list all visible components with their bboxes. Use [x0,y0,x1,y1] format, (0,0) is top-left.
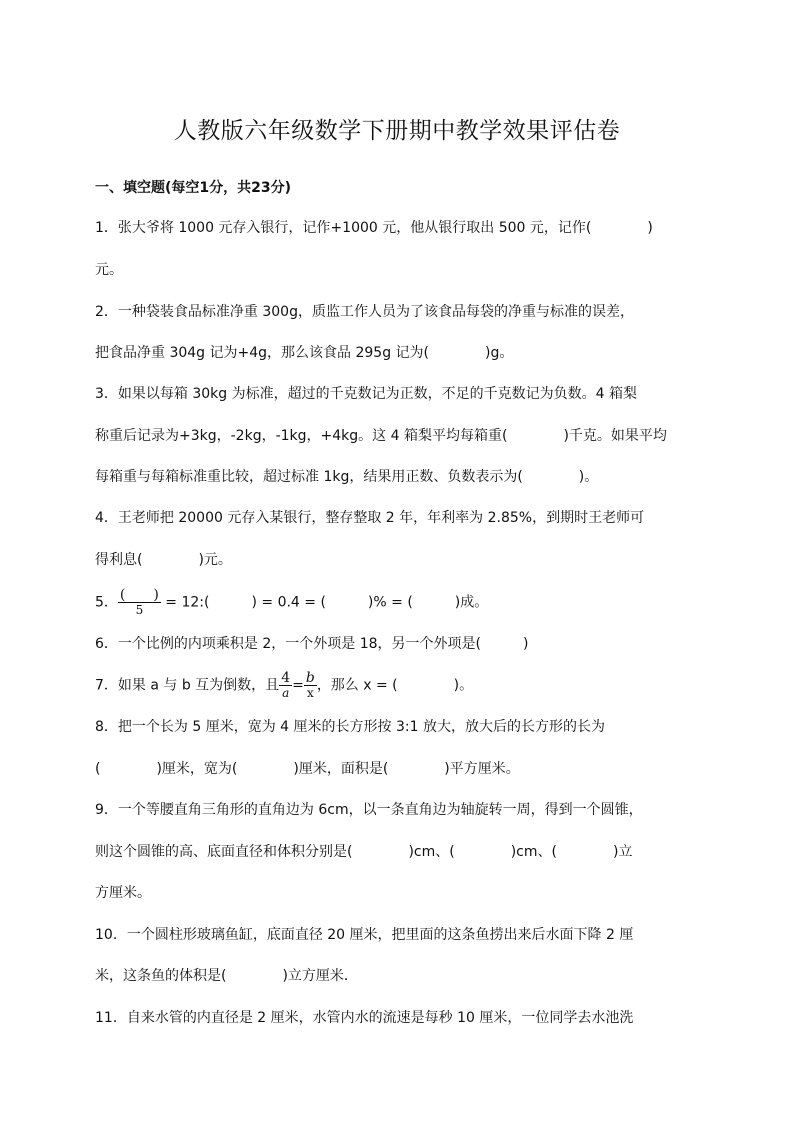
question-9-line-2: 则这个圆锥的高、底面直径和体积分别是( )cm、( )cm、( )立 [95,844,633,860]
question-7-fraction-1-denominator: a [282,686,290,700]
question-7 [95,671,473,700]
question-7-fraction-2 [304,671,317,700]
question-11-line-1: 11．自来水管的内直径是 2 厘米，水管内水的流速是每秒 10 厘米，一位同学去水池洗 [95,1010,634,1026]
question-2-line-1: 2．一种袋装食品标准净重 300g，质监工作人员为了该食品每袋的净重与标准的误差， [95,304,634,320]
question-7-fraction-2-numerator: b [305,670,315,686]
question-3-line-2: 称重后记录为+3kg，-2kg，-1kg，+4kg。这 4 箱梨平均每箱重( )千克。如果平均 [95,428,667,444]
question-5-fraction [118,588,161,617]
section-heading: 一、填空题(每空1分，共23分) [95,180,292,196]
question-7-fraction-1-numerator: 4 [281,670,291,686]
question-4-line-1: 4．王老师把 20000 元存入某银行，整存整取 2 年，年利率为 2.85%，到期时王老师可 [95,510,645,526]
question-7-fraction-1 [279,671,292,700]
question-8-line-2: ( )厘米，宽为( )厘米，面积是( )平方厘米。 [95,761,520,777]
question-3-line-3: 每箱重与每箱标准重比较，超过标准 1kg，结果用正数、负数表示为( )。 [95,469,599,485]
question-3-line-1: 3．如果以每箱 30kg 为标准，超过的千克数记为正数，不足的千克数记为负数。4 箱梨 [95,386,637,402]
question-9-line-1: 9．一个等腰直角三角形的直角边为 6cm，以一条直角边为轴旋转一周，得到一个圆锥， [95,802,643,818]
question-8-line-1: 8．把一个长为 5 厘米，宽为 4 厘米的长方形按 3:1 放大，放大后的长方形的长为 [95,719,605,735]
question-10-line-2: 米，这条鱼的体积是( )立方厘米． [95,968,358,984]
question-5-prefix: 5． [95,594,118,611]
question-4-line-2: 得利息( )元。 [95,552,232,568]
question-7-rest: ，那么 x = ( )。 [316,677,474,694]
question-1-line-1: 1．张大爷将 1000 元存入银行，记作+1000 元，他从银行取出 500 元，记作( ) [95,220,653,236]
question-7-prefix: 7．如果 a 与 b 互为倒数，且 [95,677,280,694]
question-5-fraction-denominator: 5 [135,603,144,617]
question-7-equals: = [292,677,304,694]
question-5 [95,588,488,617]
question-5-rest: = 12:( ) = 0.4 = ( )% = ( )成。 [160,594,489,611]
question-6: 6．一个比例的内项乘积是 2，一个外项是 18，另一个外项是( ) [95,636,529,652]
question-9-line-3: 方厘米。 [95,885,151,901]
question-1-line-2: 元。 [95,262,123,278]
question-5-fraction-numerator: ( ) [119,587,159,603]
question-2-line-2: 把食品净重 304g 记为+4g，那么该食品 295g 记为( )g。 [95,345,514,361]
question-7-fraction-2-denominator: x [306,686,314,700]
page-title: 人教版六年级数学下册期中教学效果评估卷 [173,118,621,144]
question-10-line-1: 10．一个圆柱形玻璃鱼缸，底面直径 20 厘米，把里面的这条鱼捞出来后水面下降 2 厘 [95,927,634,943]
